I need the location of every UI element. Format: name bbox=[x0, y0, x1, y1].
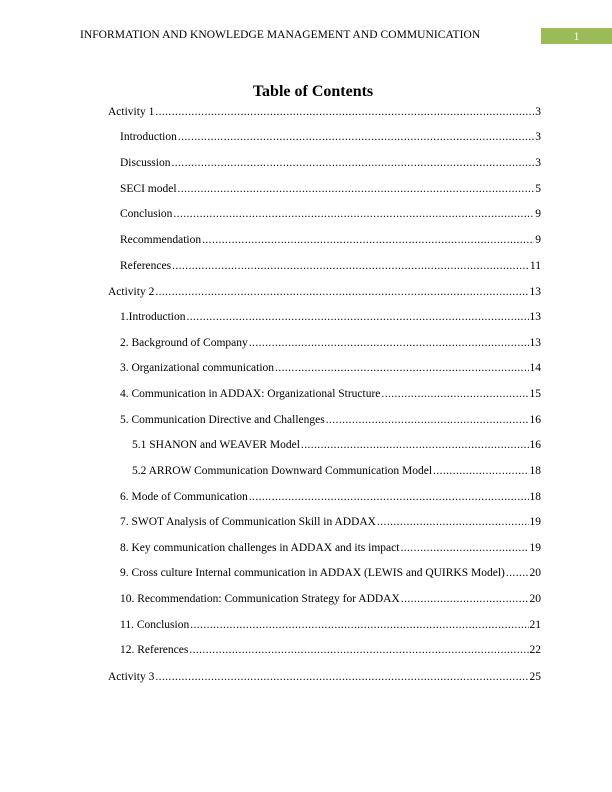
page-number-badge: 1 bbox=[541, 28, 612, 44]
toc-dot-leader bbox=[249, 335, 529, 351]
toc-entry-page: 19 bbox=[529, 542, 541, 554]
toc-dot-leader bbox=[400, 540, 528, 556]
toc-entry-label: 5.1 SHANON and WEAVER Model bbox=[132, 439, 300, 451]
toc-dot-leader bbox=[433, 463, 528, 479]
toc-entry-label: 9. Cross culture Internal communication in ADDAX (LEWIS and QUIRKS Model) bbox=[120, 567, 505, 579]
toc-entry[interactable] bbox=[120, 155, 541, 171]
toc-entry-page: 21 bbox=[529, 619, 541, 631]
toc-dot-leader bbox=[178, 181, 535, 197]
toc-entry-label: 8. Key communication challenges in ADDAX and its impact bbox=[120, 542, 400, 554]
toc-dot-leader bbox=[178, 129, 534, 145]
toc-entry-label: Activity 1 bbox=[108, 106, 155, 118]
toc-entry-label: Conclusion bbox=[120, 208, 173, 220]
toc-dot-leader bbox=[190, 617, 528, 633]
toc-dot-leader bbox=[401, 591, 529, 607]
toc-entry[interactable] bbox=[120, 206, 541, 222]
toc-entry[interactable] bbox=[120, 617, 541, 633]
toc-entry[interactable] bbox=[120, 540, 541, 556]
toc-entry-page: 11 bbox=[529, 260, 541, 272]
toc-dot-leader bbox=[275, 360, 528, 376]
toc-dot-leader bbox=[377, 514, 529, 530]
toc-entry[interactable] bbox=[120, 642, 541, 658]
toc-dot-leader bbox=[173, 206, 534, 222]
toc-entry-page: 18 bbox=[529, 465, 541, 477]
toc-entry-page: 13 bbox=[529, 337, 541, 349]
toc-dot-leader bbox=[155, 104, 534, 120]
toc-dot-leader bbox=[189, 642, 528, 658]
toc-entry-label: SECI model bbox=[120, 183, 177, 195]
toc-entry-page: 22 bbox=[529, 644, 541, 656]
toc-entry[interactable] bbox=[120, 489, 541, 505]
toc-entry-page: 3 bbox=[535, 106, 541, 118]
toc-entry-label: 12. References bbox=[120, 644, 189, 656]
toc-entry-label: Recommendation bbox=[120, 234, 202, 246]
toc-entry-page: 5 bbox=[535, 183, 541, 195]
toc-entry-label: References bbox=[120, 260, 172, 272]
toc-dot-leader bbox=[326, 412, 529, 428]
toc-dot-leader bbox=[249, 489, 529, 505]
toc-entry[interactable] bbox=[120, 309, 541, 325]
toc-entry-page: 9 bbox=[535, 208, 541, 220]
toc-entry-label: 7. SWOT Analysis of Communication Skill in ADDAX bbox=[120, 516, 376, 528]
toc-entry-label: 1.Introduction bbox=[120, 311, 186, 323]
toc-entry-page: 14 bbox=[529, 362, 541, 374]
toc-entry-page: 13 bbox=[529, 311, 541, 323]
toc-entry[interactable] bbox=[120, 360, 541, 376]
toc-entry[interactable] bbox=[120, 565, 541, 581]
toc-entry-page: 16 bbox=[529, 439, 541, 451]
running-header: INFORMATION AND KNOWLEDGE MANAGEMENT AND COMMUNICATION bbox=[80, 29, 481, 41]
toc-entry[interactable] bbox=[120, 386, 541, 402]
toc-entry-page: 18 bbox=[529, 491, 541, 503]
toc-dot-leader bbox=[202, 232, 534, 248]
toc-dot-leader bbox=[506, 565, 529, 581]
toc-entry-label: Introduction bbox=[120, 131, 177, 143]
toc-entry-label: Activity 3 bbox=[108, 671, 155, 683]
toc-entry[interactable] bbox=[120, 412, 541, 428]
toc-dot-leader bbox=[171, 155, 534, 171]
toc-entry[interactable] bbox=[108, 284, 541, 300]
toc-entry[interactable] bbox=[108, 669, 541, 685]
toc-entry[interactable] bbox=[132, 463, 541, 479]
toc-entry-label: 5. Communication Directive and Challenges bbox=[120, 414, 325, 426]
toc-entry-label: 6. Mode of Communication bbox=[120, 491, 248, 503]
toc-entry-page: 3 bbox=[535, 157, 541, 169]
toc-entry[interactable] bbox=[108, 104, 541, 120]
toc-entry-label: 4. Communication in ADDAX: Organizational Structure bbox=[120, 388, 381, 400]
toc-dot-leader bbox=[301, 437, 529, 453]
toc-entry-page: 16 bbox=[529, 414, 541, 426]
toc-entry-page: 9 bbox=[535, 234, 541, 246]
toc-entry[interactable] bbox=[120, 129, 541, 145]
toc-entry[interactable] bbox=[120, 335, 541, 351]
toc-dot-leader bbox=[381, 386, 528, 402]
toc-entry[interactable] bbox=[120, 591, 541, 607]
toc-entry[interactable] bbox=[120, 181, 541, 197]
toc-entry-label: Discussion bbox=[120, 157, 171, 169]
toc-entry[interactable] bbox=[120, 514, 541, 530]
toc-dot-leader bbox=[186, 309, 528, 325]
toc-dot-leader bbox=[155, 284, 528, 300]
toc-dot-leader bbox=[172, 258, 529, 274]
toc-entry-page: 13 bbox=[529, 286, 541, 298]
toc-entry-label: 3. Organizational communication bbox=[120, 362, 275, 374]
toc-entry-page: 19 bbox=[529, 516, 541, 528]
toc-entry-page: 3 bbox=[535, 131, 541, 143]
toc-entry[interactable] bbox=[132, 437, 541, 453]
toc-entry-page: 25 bbox=[529, 671, 541, 683]
toc-entry[interactable] bbox=[120, 258, 541, 274]
toc-entry-page: 20 bbox=[529, 593, 541, 605]
toc-entry-label: 2. Background of Company bbox=[120, 337, 248, 349]
toc-entry-label: 11. Conclusion bbox=[120, 619, 190, 631]
toc-entry-page: 20 bbox=[529, 567, 541, 579]
toc-entry[interactable] bbox=[120, 232, 541, 248]
toc-dot-leader bbox=[155, 669, 528, 685]
toc-entry-label: 5.2 ARROW Communication Downward Communication Model bbox=[132, 465, 433, 477]
toc-entry-label: Activity 2 bbox=[108, 286, 155, 298]
toc-entry-page: 15 bbox=[529, 388, 541, 400]
toc-heading: Table of Contents bbox=[252, 83, 374, 100]
toc-entry-label: 10. Recommendation: Communication Strategy for ADDAX bbox=[120, 593, 400, 605]
